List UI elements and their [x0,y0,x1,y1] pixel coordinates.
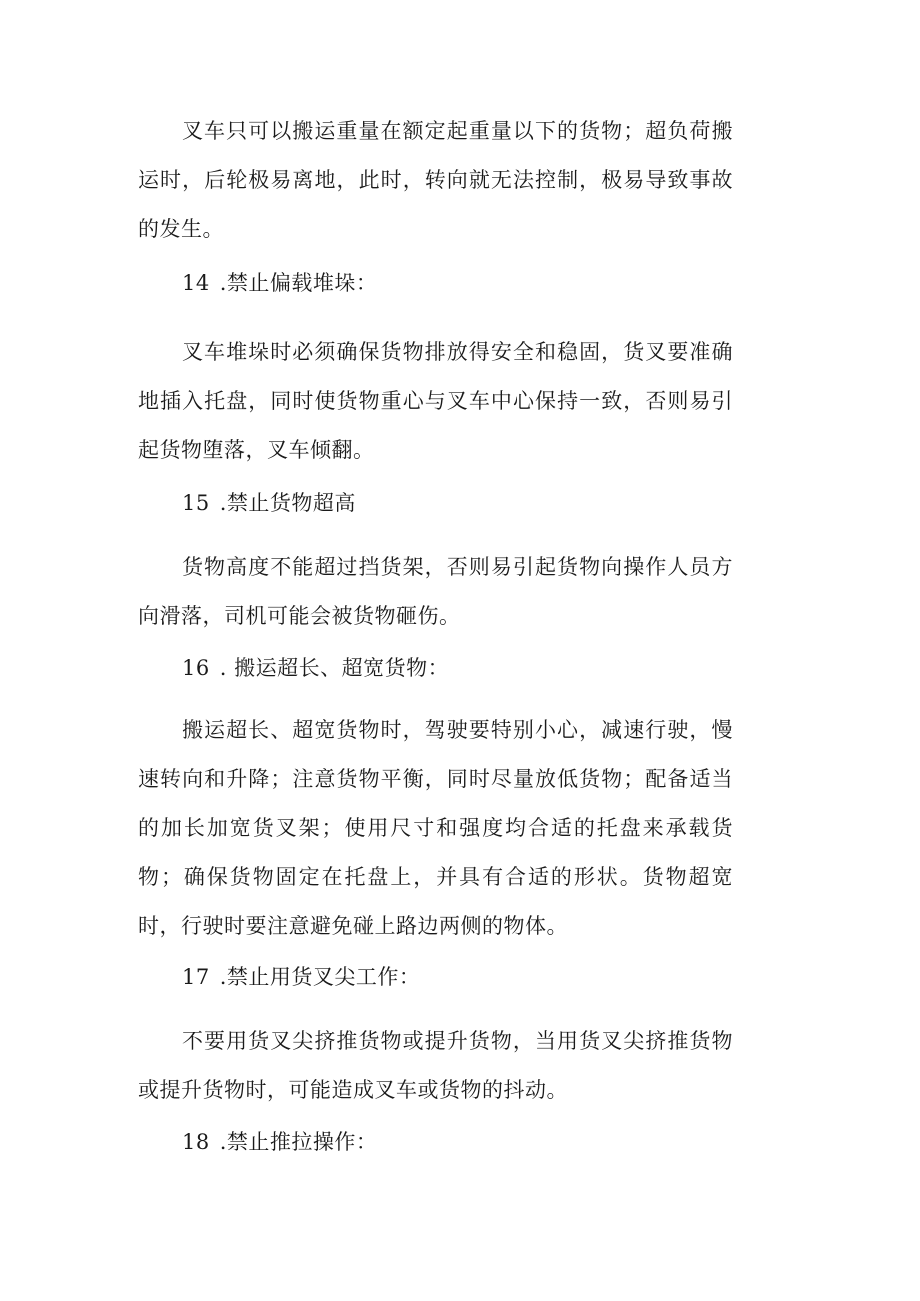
heading-number: 14 [182,271,210,295]
paragraph-text: 叉车堆垛时必须确保货物排放得安全和稳固，货叉要准确地插入托盘，同时使货物重心与叉车中心保持一致，否则易引起货物堕落，叉车倾翻。 [138,340,733,462]
heading-text: .禁止推拉操作： [219,1130,378,1154]
paragraph-text: 不要用货叉尖挤推货物或提升货物，当用货叉尖挤推货物或提升货物时，可能造成叉车或货物的抖动。 [138,1029,733,1102]
paragraph-oversize-cargo [138,706,733,951]
heading-text: .禁止货物超高 [219,491,356,515]
heading-number: 18 [182,1130,210,1154]
heading-text: .禁止偏载堆垛： [219,271,378,295]
heading-14 [138,268,733,298]
heading-text: . 搬运超长、超宽货物： [219,656,450,680]
heading-17 [138,962,733,992]
paragraph-overheight [138,543,733,641]
heading-number: 17 [182,965,210,989]
heading-15 [138,488,733,518]
paragraph-text: 叉车只可以搬运重量在额定起重量以下的货物；超负荷搬运时，后轮极易离地，此时，转向就无法控制，极易导致事故的发生。 [138,119,733,241]
heading-text: .禁止用货叉尖工作： [219,965,421,989]
heading-16 [138,653,733,683]
paragraph-text: 货物高度不能超过挡货架，否则易引起货物向操作人员方向滑落，司机可能会被货物砸伤。 [138,555,733,628]
paragraph-text: 搬运超长、超宽货物时，驾驶要特别小心，减速行驶，慢速转向和升降；注意货物平衡，同时尽量放低货物；配备适当的加长加宽货叉架；使用尺寸和强度均合适的托盘来承载货物；确保货物固定在托盘上，并具有合适的形状。货物超宽时，行驶时要注意避免碰上路边两侧的物体。 [138,718,733,938]
paragraph-offset-stacking [138,328,733,475]
paragraph-fork-tip [138,1017,733,1115]
heading-18 [138,1127,733,1157]
heading-number: 16 [182,656,210,680]
heading-number: 15 [182,491,210,515]
paragraph-overload [138,107,733,254]
